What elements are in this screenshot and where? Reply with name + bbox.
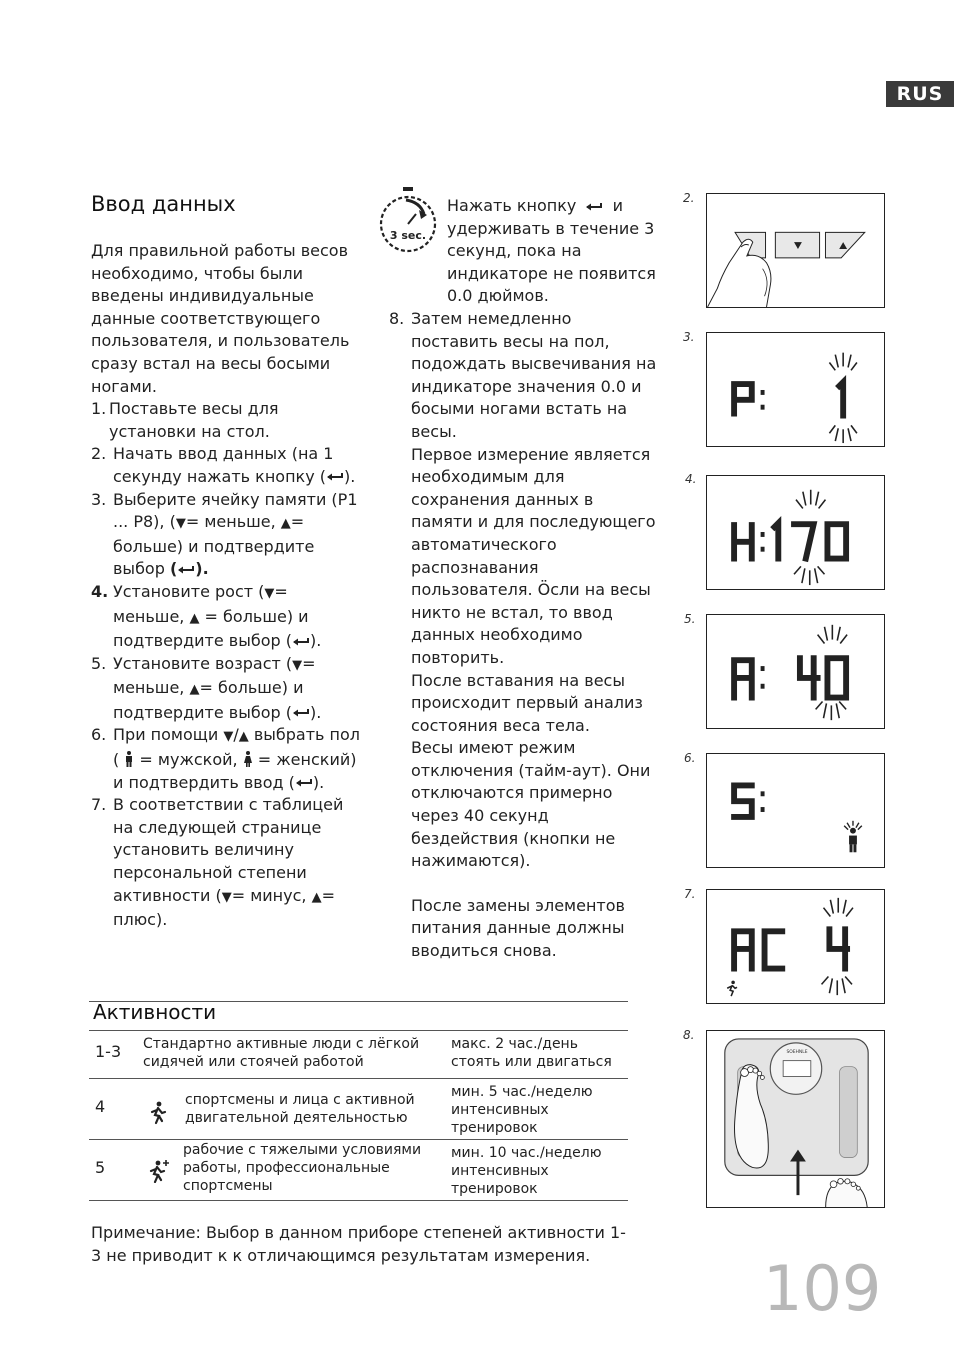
male-icon: [849, 828, 857, 853]
scale-brand: SOEHNLE: [786, 1049, 808, 1055]
paragraph-timeout: Весы имеют режим отключения (тайм-аут). Они отключаются примерно через 40 секунд бездействия (кнопки не нажимаются).: [411, 738, 651, 871]
stopwatch-icon: [376, 186, 440, 256]
male-icon: [124, 751, 134, 767]
figure-display-age: [706, 614, 885, 729]
triangle-down-icon: ▼: [292, 657, 303, 673]
step-4: 4. Установите рост (▼= меньше, ▲ = больше) и подтвердите выбор ( ).: [91, 581, 322, 651]
figure-label: 7.: [684, 887, 696, 901]
enter-key-icon: [292, 708, 310, 718]
step-1: 1. Поставьте весы для установки на стол.: [91, 399, 279, 441]
female-icon: [243, 751, 253, 767]
instructions-column-2: [389, 308, 659, 963]
figure-label: 8.: [683, 1028, 695, 1042]
runner-icon: [147, 1101, 169, 1125]
paragraph-analysis: После вставания на весы происходит первый анализ состояния веса тела.: [411, 670, 643, 735]
step-7: 7. В соответствии с таблицей на следующей странице установить величину персональной степени активности (▼= минус, ▲= плюс).: [91, 795, 344, 930]
figure-buttons: [706, 193, 885, 308]
figure-label: 3.: [683, 330, 695, 344]
figure-label: 2.: [683, 191, 695, 205]
figure-display-activity: [706, 889, 885, 1004]
section-title: Ввод данных: [91, 192, 236, 216]
enter-key-icon: [326, 472, 344, 482]
triangle-up-icon: ▲: [311, 889, 322, 905]
step-5: 5. Установите возраст (▼= меньше, ▲= больше) и подтвердите выбор ( ).: [91, 653, 322, 722]
enter-key-icon: [581, 202, 607, 212]
triangle-down-icon: ▼: [264, 585, 275, 601]
triangle-up-icon: ▲: [189, 610, 200, 626]
figure-display-sex: [706, 753, 885, 868]
figure-display-p1: [706, 332, 885, 447]
figure-label: 5.: [684, 612, 696, 626]
intro-paragraph: Для правильной работы весов необходимо, чтобы были введены индивидуальные данные соответствующего пользователя, и пользователь сразу встал на весы босыми ногами.: [91, 241, 350, 396]
paragraph-first-measurement: Первое измерение является необходимым для сохранения данных в памяти и для последующего автоматического распознавания пользователя. Öсли на весы никто не встал, то ввод данных необходимо повторить.: [411, 444, 656, 667]
enter-key-icon: [177, 565, 195, 575]
triangle-up-icon: ▲: [238, 729, 249, 745]
page-number: 109: [763, 1252, 882, 1325]
figure-label: 4.: [685, 472, 697, 486]
step-3: 3. Выберите ячейку памяти (P1 ... P8), (▼= меньше, ▲= больше) и подтвердите выбор ( ).: [91, 489, 358, 579]
enter-key-icon: [295, 778, 313, 788]
paragraph-batteries: После замены элементов питания данные должны вводиться снова.: [411, 895, 625, 961]
triangle-up-icon: ▲: [189, 682, 200, 698]
step-6: 6. При помощи ▼/▲ выбрать пол ( = мужской, = женский) и подтвердить ввод ( ).: [91, 725, 361, 792]
figure-label: 6.: [684, 751, 696, 765]
figure-display-height: [706, 475, 885, 590]
hold-instruction: Нажать кнопку и удерживать в течение 3 секунд, пока на индикаторе не появится 0.0 дюймов.: [447, 196, 656, 306]
note: Примечание: Выбор в данном приборе степеней активности 1-3 не приводит к к отличающимся результатам измерения.: [91, 1223, 626, 1265]
activities-title: Активности: [93, 1000, 217, 1024]
runner-icon: [727, 981, 737, 997]
instructions-column-1: [91, 240, 361, 932]
triangle-down-icon: ▼: [175, 516, 186, 532]
step-8: 8. Затем немедленно поставить весы на пол, подождать высвечивания на индикаторе значения 0.0 и босыми ногами встать на весы. Первое измерение является необходимым для сохранения данных в памяти и для последующего автоматического распознавания пользователя. Öсли на весы никто не встал, то ввод данных необходимо повторить. После вставания на весы происходит первый анализ состояния веса тела. Весы имеют режим отключения (тайм-аут). Они отключаются примерно через 40 секунд бездействия (кнопки не нажимаются). После замены элементов питания данные должны вводиться снова.: [389, 308, 659, 963]
triangle-down-icon: ▼: [221, 889, 232, 905]
runner-plus-icon: [147, 1159, 169, 1183]
language-badge: RUS: [886, 81, 954, 107]
timer-label: 3 sec.: [389, 229, 427, 242]
step-2: 2. Начать ввод данных (на 1 секунду нажать кнопку ( ).: [91, 444, 356, 486]
figure-scale: [706, 1030, 885, 1208]
triangle-down-icon: ▼: [223, 729, 234, 745]
triangle-up-icon: ▲: [280, 516, 291, 532]
enter-key-icon: [292, 637, 310, 647]
